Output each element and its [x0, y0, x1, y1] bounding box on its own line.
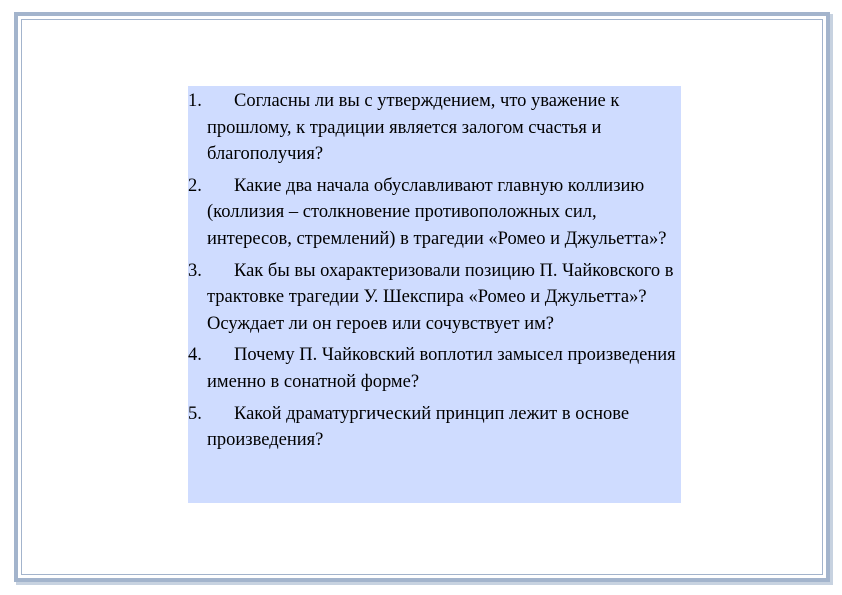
question-item-1	[188, 88, 681, 168]
question-text: Какие два начала обуславливают главную коллизию (коллизия – столкновение противоположных сил, интересов, стремлений) в трагедии «Ромео и Джульетта»?	[207, 175, 667, 249]
question-text: Как бы вы охарактеризовали позицию П. Чайковского в трактовке трагедии У. Шекспира «Ромео и Джульетта»? Осуждает ли он героев или сочувствует им?	[207, 260, 674, 334]
frame-shadow-right	[830, 14, 833, 584]
question-text: Какой драматургический принцип лежит в основе произведения?	[207, 403, 630, 451]
question-item-2	[188, 173, 681, 253]
question-number: 2.	[188, 175, 202, 196]
question-text: Почему П. Чайковский воплотил замысел произведения именно в сонатной форме?	[207, 345, 676, 392]
question-number: 1.	[188, 91, 202, 111]
question-number: 4.	[188, 345, 202, 366]
frame-shadow-bottom	[16, 582, 833, 585]
question-box	[188, 86, 681, 503]
question-item-5	[188, 401, 681, 454]
question-item-3	[188, 258, 681, 338]
question-number: 5.	[188, 403, 202, 424]
question-number: 3.	[188, 260, 202, 281]
question-list	[188, 88, 681, 454]
question-text: Согласны ли вы с утверждением, что уважение к прошлому, к традиции является залогом счастья и благополучия?	[207, 91, 620, 165]
question-item-4	[188, 342, 681, 395]
